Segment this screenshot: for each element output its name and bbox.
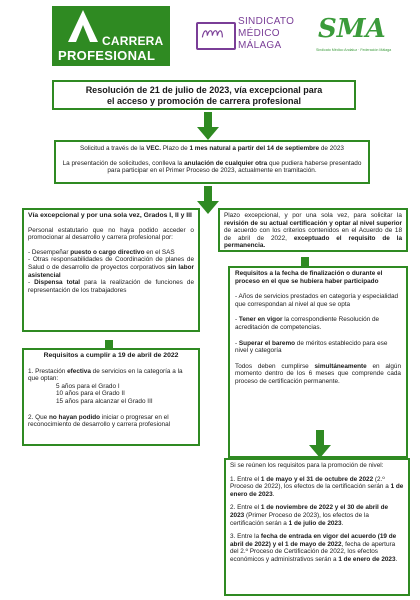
down-arrow-icon [197,112,219,140]
requisitos-fecha-text: - [235,316,239,324]
smm-logo-mark [196,22,236,50]
smm-text-line1: SINDICATO [238,16,295,27]
efectos-bold: fecha de entrada en vigor del acuerdo (19 de abril de 2022) y el 1 de mayo de 2022 [230,533,397,548]
carrera-profesional-logo [52,6,170,66]
solicitud-box [54,140,370,184]
via-heading: Vía excepcional y por una sola vez, Grados I, II y III [28,212,192,219]
solicitud-text: que pudiera haberse presentado para participar en el Primer Proceso de 2023, actualmente en tramitación. [107,159,362,175]
solicitud-plazo: 1 mes natural a partir del 14 de septiembre [189,145,320,152]
down-arrow-icon [309,430,331,458]
via-item-text: - Desempeñar [28,248,71,256]
plazo-text: de acuerdo con los criterios contenidos en el Acuerdo de 18 de abril de 2022, [224,227,402,242]
requisitos-abril-box [22,348,200,446]
requisitos-fecha-text: de méritos establecido para ese nivel y categoría [235,339,388,355]
requisitos-abril-heading: Requisitos a cumplir a 19 de abril de 2022 [43,352,179,359]
requisitos-fecha-text: - [235,339,239,347]
title-box [52,80,356,110]
solicitud-vec: VEC. [146,145,162,152]
sma-logo-subtitle: Sindicato Médico Andaluz · Federación Málaga [316,48,392,52]
solicitud-text: Solicitud a través de la [80,145,147,152]
efectos-bold: 1 de julio de 2023 [288,519,342,527]
requisitos-fecha-text: Todos deben cumplirse [235,362,315,370]
requisitos-abril-text: iniciar o progresar en el reconocimiento de desarrollo y carrera profesional [28,413,171,429]
efectos-text: . [395,555,398,563]
logo-text-profesional: PROFESIONAL [58,48,156,63]
requisitos-fecha-bold: Superar el baremo [238,339,296,347]
efectos-text: 1. Entre el [230,475,261,483]
solicitud-text: Plazo de [161,145,190,152]
efectos-box [224,458,410,596]
requisitos-abril-bold: no hayan podido [48,413,101,421]
requisitos-fecha-text: en algún momento dentro de los 6 meses que comprende cada proceso de certificación permanente. [235,362,402,385]
efectos-bold: 1 de enero de 2023 [338,555,396,563]
title-line1: Resolución de 21 de julio de 2023, vía excepcional para [85,85,323,95]
requisitos-abril-bold: efectiva [67,367,91,375]
via-item-bold: puesto o cargo directivo [70,248,145,256]
efectos-text: , fecha de apertura del 2.º Proceso de Certificación de 2022, los efectos económicos y administrativos serán a [230,540,396,563]
solicitud-text: de 2023 [319,145,344,152]
efectos-text: . [272,490,275,498]
requisitos-abril-text: 1. Prestación [28,367,68,375]
efectos-text: 2. Entre el [230,504,261,512]
via-item-text: - [28,279,35,287]
grado-1-item: 5 años para el Grado I [56,382,120,390]
requisitos-fecha-bold: Tener en vigor [238,316,283,324]
logo-text-carrera: CARRERA [102,34,164,48]
requisitos-abril-text: 2. Que [28,413,49,421]
efectos-bold: 1 de enero de 2023 [230,483,404,498]
efectos-heading: Si se reúnen los requisitos para la promoción de nivel: [230,462,384,469]
plazo-text: Plazo excepcional, y por una sola vez, para solicitar la [224,212,402,219]
efectos-bold: 1 de mayo y el 31 de octubre de 2022 [260,475,374,483]
requisitos-abril-text: de servicios en la categoría a la que optan: [28,367,183,383]
plazo-excepcional-box [218,208,408,252]
smm-text-line2: MÉDICO [238,28,280,39]
sma-logo: SMA [318,14,386,44]
via-item-text: en el SAS [144,248,175,256]
smm-text-line3: MÁLAGA [238,40,282,51]
efectos-text: (Primer Proceso de 2023), los efectos de la certificación serán a [230,511,369,527]
requisitos-fecha-bold: simultáneamente [314,362,367,370]
solicitud-text: La presentación de solicitudes, conlleva la [62,159,185,167]
solicitud-anulacion: anulación de cualquier otra [184,159,268,167]
grado-3-item: 15 años para alcanzar el Grado III [56,397,153,405]
via-item-bold: Dispensa total [34,279,81,287]
via-excepcional-box [22,208,200,332]
carrera-a-icon [66,9,100,43]
via-item-bold: sin labor asistencial [28,263,194,279]
grado-2-item: 10 años para el Grado II [56,390,125,398]
efectos-bold: 1 de noviembre de 2022 y el 30 de abril de 2023 [230,504,389,519]
down-arrow-icon [197,186,219,214]
title-line2: el acceso y promoción de carrera profesional [106,96,302,106]
plazo-bold: revisión de su actual certificación y optar al nivel superior [224,219,402,227]
efectos-text: (2.º Proceso de 2022), los efectos de la certificación serán a [230,475,391,491]
requisitos-fecha-text: la correspondiente Resolución de acreditación de competencias. [235,316,380,331]
smm-mark-icon [198,24,230,44]
efectos-text: 3. Entre la [230,533,261,541]
plazo-bold: exceptuado el requisito de la permanencia. [224,234,403,250]
requisitos-fecha-item: - Años de servicios prestados en categoría y especialidad que correspondan al nivel al que se opta [235,293,399,308]
via-item-text: - Otras responsabilidades de Coordinación de planes de Salud o de desarrollo de proyectos corporativos [28,256,194,271]
via-item-text: para la realización de funciones de representación de los trabajadores [28,279,194,294]
requisitos-fecha-heading: Requisitos a la fecha de finalización o durante el proceso en el que se hubiera haber participado [235,270,383,285]
via-intro: Personal estatutario que no haya podido acceder o promocionar al desarrollo y carrera profesional por: [28,226,194,242]
efectos-text: . [341,519,344,527]
